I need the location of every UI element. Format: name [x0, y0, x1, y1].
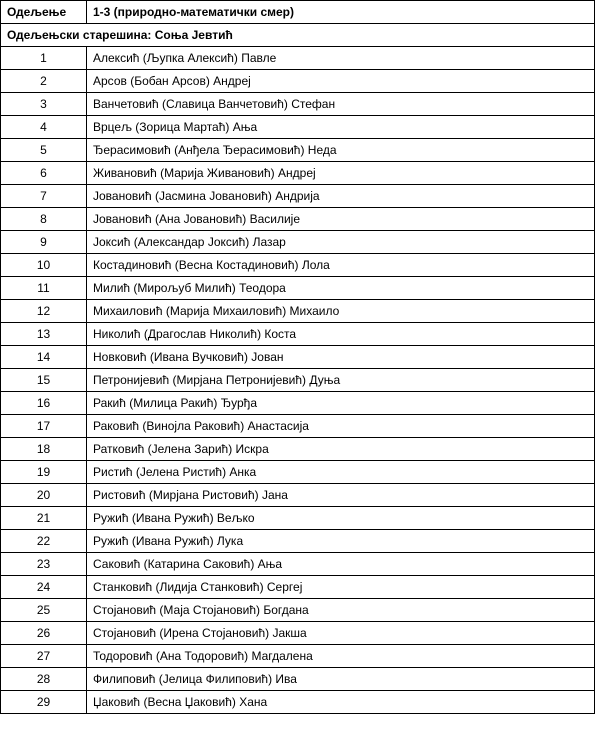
- student-number: 16: [1, 392, 87, 415]
- teacher-row: [1, 24, 595, 47]
- student-name: Тодоровић (Ана Тодоровић) Магдалена: [87, 645, 595, 668]
- table-row: [1, 553, 595, 576]
- class-value: 1-3 (природно-математички смер): [87, 1, 595, 24]
- student-name: Алексић (Љупка Алексић) Павле: [87, 47, 595, 70]
- student-number: 21: [1, 507, 87, 530]
- student-number: 26: [1, 622, 87, 645]
- table-row: [1, 668, 595, 691]
- student-number: 19: [1, 461, 87, 484]
- student-number: 18: [1, 438, 87, 461]
- student-name: Петронијевић (Мирјана Петронијевић) Дуња: [87, 369, 595, 392]
- table-row: [1, 231, 595, 254]
- student-number: 27: [1, 645, 87, 668]
- table-row: [1, 622, 595, 645]
- student-name: Јоксић (Александар Јоксић) Лазар: [87, 231, 595, 254]
- student-name: Саковић (Катарина Саковић) Ања: [87, 553, 595, 576]
- student-name: Раковић (Винојла Раковић) Анастасија: [87, 415, 595, 438]
- table-row: [1, 277, 595, 300]
- student-number: 11: [1, 277, 87, 300]
- table-row: [1, 392, 595, 415]
- student-number: 17: [1, 415, 87, 438]
- class-header-row: [1, 1, 595, 24]
- student-name: Јовановић (Ана Јовановић) Василије: [87, 208, 595, 231]
- table-row: [1, 599, 595, 622]
- student-name: Врцељ (Зорица Мартаћ) Ања: [87, 116, 595, 139]
- table-row: [1, 438, 595, 461]
- student-name: Ристић (Јелена Ристић) Анка: [87, 461, 595, 484]
- student-name: Јовановић (Јасмина Јовановић) Андрија: [87, 185, 595, 208]
- student-number: 4: [1, 116, 87, 139]
- table-row: [1, 185, 595, 208]
- table-row: [1, 461, 595, 484]
- student-name: Стојановић (Ирена Стојановић) Јакша: [87, 622, 595, 645]
- table-row: [1, 576, 595, 599]
- student-number: 23: [1, 553, 87, 576]
- student-name: Живановић (Марија Живановић) Андреј: [87, 162, 595, 185]
- student-name: Џаковић (Весна Џаковић) Хана: [87, 691, 595, 714]
- student-number: 3: [1, 93, 87, 116]
- student-number: 12: [1, 300, 87, 323]
- table-row: [1, 116, 595, 139]
- table-row: [1, 645, 595, 668]
- table-row: [1, 530, 595, 553]
- student-name: Станковић (Лидија Станковић) Сергеј: [87, 576, 595, 599]
- student-number: 22: [1, 530, 87, 553]
- student-number: 28: [1, 668, 87, 691]
- table-row: [1, 139, 595, 162]
- student-number: 24: [1, 576, 87, 599]
- student-number: 2: [1, 70, 87, 93]
- student-name: Ристовић (Мирјана Ристовић) Јана: [87, 484, 595, 507]
- table-row: [1, 507, 595, 530]
- table-row: [1, 93, 595, 116]
- student-number: 14: [1, 346, 87, 369]
- table-row: [1, 323, 595, 346]
- student-number: 7: [1, 185, 87, 208]
- table-row: [1, 162, 595, 185]
- student-name: Филиповић (Јелица Филиповић) Ива: [87, 668, 595, 691]
- student-number: 20: [1, 484, 87, 507]
- table-row: [1, 300, 595, 323]
- student-number: 29: [1, 691, 87, 714]
- table-row: [1, 484, 595, 507]
- student-name: Ружић (Ивана Ружић) Вељко: [87, 507, 595, 530]
- student-number: 5: [1, 139, 87, 162]
- teacher-label: Одељењски старешина: Соња Јевтић: [1, 24, 595, 47]
- student-name: Стојановић (Маја Стојановић) Богдана: [87, 599, 595, 622]
- student-number: 15: [1, 369, 87, 392]
- student-number: 1: [1, 47, 87, 70]
- table-row: [1, 254, 595, 277]
- student-number: 13: [1, 323, 87, 346]
- student-name: Костадиновић (Весна Костадиновић) Лола: [87, 254, 595, 277]
- student-number: 9: [1, 231, 87, 254]
- student-number: 8: [1, 208, 87, 231]
- class-label: Одељење: [1, 1, 87, 24]
- student-name: Милић (Мирољуб Милић) Теодора: [87, 277, 595, 300]
- table-row: [1, 369, 595, 392]
- student-name: Ратковић (Јелена Зарић) Искра: [87, 438, 595, 461]
- student-number: 6: [1, 162, 87, 185]
- student-number: 10: [1, 254, 87, 277]
- student-name: Николић (Драгослав Николић) Коста: [87, 323, 595, 346]
- student-name: Ванчетовић (Славица Ванчетовић) Стефан: [87, 93, 595, 116]
- student-name: Новковић (Ивана Вучковић) Јован: [87, 346, 595, 369]
- table-row: [1, 346, 595, 369]
- table-row: [1, 47, 595, 70]
- student-name: Михаиловић (Марија Михаиловић) Михаило: [87, 300, 595, 323]
- student-number: 25: [1, 599, 87, 622]
- table-row: [1, 208, 595, 231]
- table-row: [1, 691, 595, 714]
- student-name: Ракић (Милица Ракић) Ђурђа: [87, 392, 595, 415]
- student-name: Ђерасимовић (Анђела Ђерасимовић) Неда: [87, 139, 595, 162]
- table-row: [1, 415, 595, 438]
- student-name: Арсов (Бобан Арсов) Андреј: [87, 70, 595, 93]
- student-name: Ружић (Ивана Ружић) Лука: [87, 530, 595, 553]
- table-row: [1, 70, 595, 93]
